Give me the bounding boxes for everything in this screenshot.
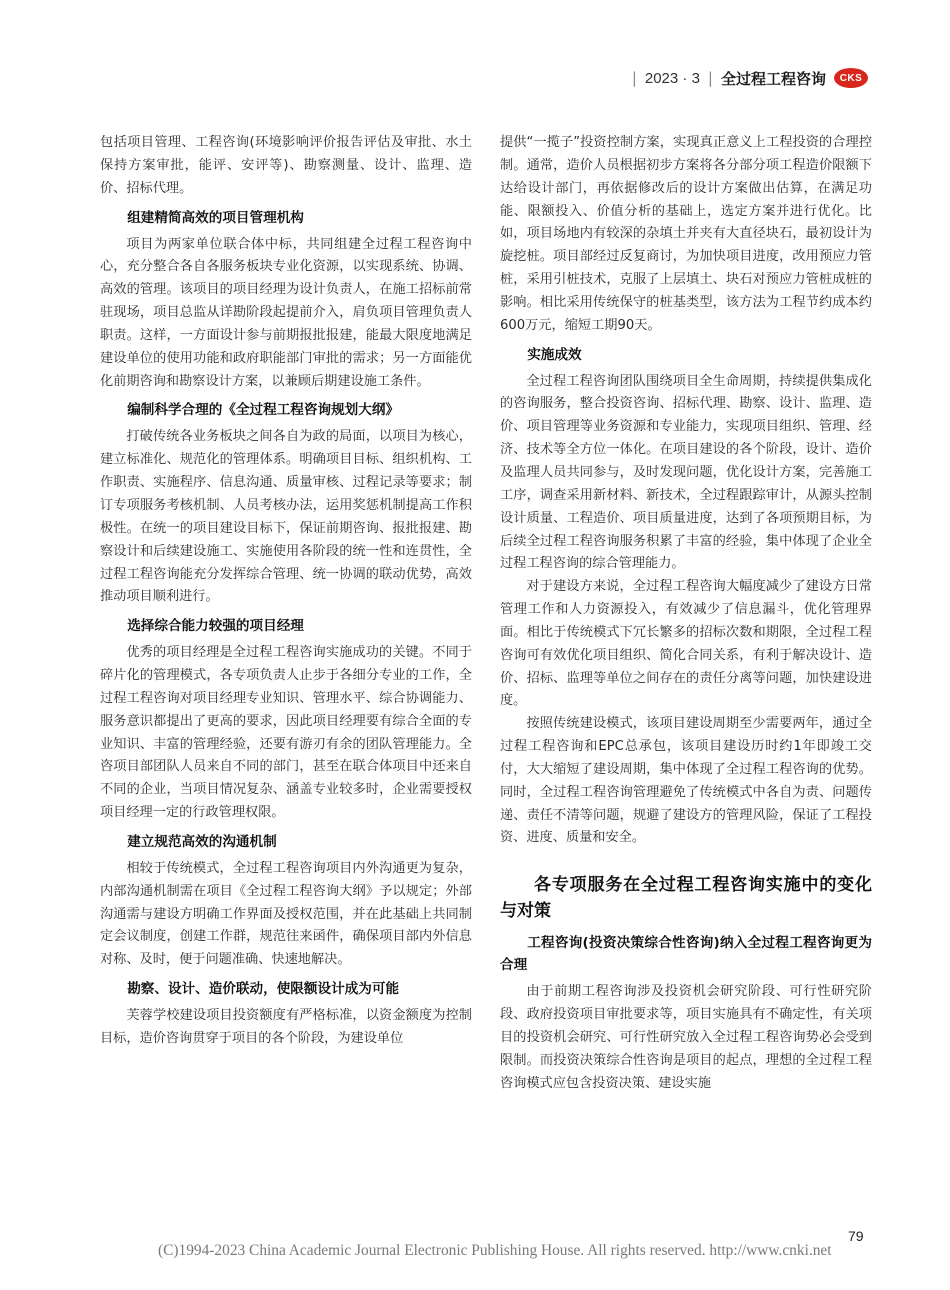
subsection-heading: 编制科学合理的《全过程工程咨询规划大纲》: [127, 402, 400, 419]
subsection-heading: 选择综合能力较强的项目经理: [127, 618, 304, 635]
journal-logo: CKS: [834, 68, 868, 88]
subsection-heading: 勘察、设计、造价联动，使限额设计成为可能: [127, 981, 400, 998]
running-header: [632, 62, 868, 94]
header-separator: |: [631, 69, 637, 87]
left-column: [100, 132, 472, 1051]
issue-number: 2023 · 3: [644, 69, 700, 87]
paragraph: 全过程工程咨询团队围绕项目全生命周期，持续提供集成化的咨询服务，整合投资咨询、招标代理、勘察、设计、监理、造价、项目管理等业务资源和专业能力，实现项目组织、管理、经济、技术等全方位一体化。在项目建设的各个阶段，设计、造价及监理人员共同参与，及时发现问题，优化设计方案，完善施工工序，调查采用新材料、新技术，全过程跟踪审计，从源头控制设计质量、工程造价、项目质量进度，达到了各项预期目标，为后续全过程工程咨询服务积累了丰富的经验，集中体现了企业全过程工程咨询的综合管理能力。: [500, 373, 872, 572]
subsection-heading: 建立规范高效的沟通机制: [127, 833, 277, 850]
journal-title: 全过程工程咨询: [720, 69, 826, 88]
paragraph: 相较于传统模式，全过程工程咨询项目内外沟通更为复杂，内部沟通机制需在项目《全过程工程咨询大纲》予以规定；外部沟通需与建设方明确工作界面及授权范围，并在此基础上共同制定会议制度，创建工作群，规范往来函件，确保项目部内外信息对称、及时，便于问题准确、快速地解决。: [100, 860, 472, 968]
paragraph: 项目为两家单位联合体中标，共同组建全过程工程咨询中心，充分整合各自各服务板块专业化资源，以实现系统、协调、高效的管理。该项目的项目经理为设计负责人，在施工招标前常驻现场，项目总监从详勘阶段起提前介入，肩负项目管理负责人职责。这样，一方面设计参与前期报批报建，能最大限度地满足建设单位的使用功能和政府职能部门审批的需求；另一方面能优化前期咨询和勘察设计方案，以兼顾后期建设施工条件。: [100, 236, 472, 389]
paragraph: 打破传统各业务板块之间各自为政的局面，以项目为核心，建立标准化、规范化的管理体系。明确项目目标、组织机构、工作职责、实施程序、信息沟通、质量审核、过程记录等要求；制订专项服务考核机制、人员考核办法，运用奖惩机制提高工作积极性。在统一的项目建设目标下，保证前期咨询、报批报建、勘察设计和后续建设施工、实施使用各阶段的统一性和连贯性，全过程工程咨询能充分发挥综合管理、统一协调的联动优势，高效推动项目顺利进行。: [100, 429, 472, 605]
section-heading: 各专项服务在全过程工程咨询实施中的变化与对策: [500, 875, 872, 922]
paragraph: 包括项目管理、工程咨询(环境影响评价报告评估及审批、水土保持方案审批，能评、安评等)、勘察测量、设计、监理、造价、招标代理。: [100, 135, 472, 196]
paragraph: 提供“一揽子”投资控制方案，实现真正意义上工程投资的合理控制。通常，造价人员根据初步方案将各分部分项工程造价限额下达给设计部门，再依据修改后的设计方案做出估算，在满足功能、限额投入、价值分析的基础上，选定方案并进行优化。比如，项目场地内有较深的杂填土并夹有大直径块石，最初设计为旋挖桩。项目部经过反复商讨，为加快项目进度，改用预应力管桩，采用引桩技术，克服了上层填土、块石对预应力管桩成桩的影响。相比采用传统保守的桩基类型，该方法为工程节约成本约600万元，缩短工期90天。: [500, 135, 872, 333]
page-number: 79: [848, 1228, 864, 1244]
paragraph: 对于建设方来说，全过程工程咨询大幅度减少了建设方日常管理工作和人力资源投入，有效减少了信息漏斗，优化管理界面。相比于传统模式下冗长繁多的招标次数和期限，全过程工程咨询可有效优化项目组织、简化合同关系，有利于解决设计、造价、招标、监理等单位之间存在的责任分离等问题，加快建设进度。: [500, 579, 872, 709]
copyright-notice: (C)1994-2023 China Academic Journal Electronic Publishing House. All rights reserved. http://www.cnki.net: [158, 1242, 832, 1259]
header-separator: |: [707, 69, 713, 87]
paragraph: 芙蓉学校建设项目投资额度有严格标准，以资金额度为控制目标，造价咨询贯穿于项目的各个阶段，为建设单位: [100, 1008, 472, 1046]
paragraph: 按照传统建设模式，该项目建设周期至少需要两年，通过全过程工程咨询和EPC总承包，该项目建设历时约1年即竣工交付，大大缩短了建设周期，集中体现了全过程工程咨询的优势。同时，全过程工程咨询管理避免了传统模式中各自为责、问题传递、责任不清等问题，规避了建设方的管理风险，保证了工程投资、进度、质量和安全。: [500, 716, 872, 846]
subsection-heading: 组建精简高效的项目管理机构: [127, 209, 304, 226]
paragraph: 优秀的项目经理是全过程工程咨询实施成功的关键。不同于碎片化的管理模式，各专项负责人止步于各细分专业的工作，全过程工程咨询对项目经理专业知识、管理水平、综合协调能力、服务意识都提出了更高的要求，因此项目经理要有综合全面的专业知识、丰富的管理经验，还要有游刃有余的团队管理能力。全咨项目部团队人员来自不同的部门，甚至在联合体项目中还来自不同的企业，当项目情况复杂、涵盖专业较多时，企业需要授权项目经理一定的行政管理权限。: [100, 645, 472, 821]
paragraph: 由于前期工程咨询涉及投资机会研究阶段、可行性研究阶段、政府投资项目审批要求等，项目实施具有不确定性，有关项目的投资机会研究、可行性研究放入全过程工程咨询势必会受到限制。而投资决策综合性咨询是项目的起点，理想的全过程工程咨询模式应包含投资决策、建设实施: [500, 984, 872, 1091]
right-column: [500, 132, 872, 1096]
subsection-heading: 实施成效: [527, 346, 582, 363]
subsection-heading: 工程咨询(投资决策综合性咨询)纳入全过程工程咨询更为合理: [500, 935, 872, 974]
